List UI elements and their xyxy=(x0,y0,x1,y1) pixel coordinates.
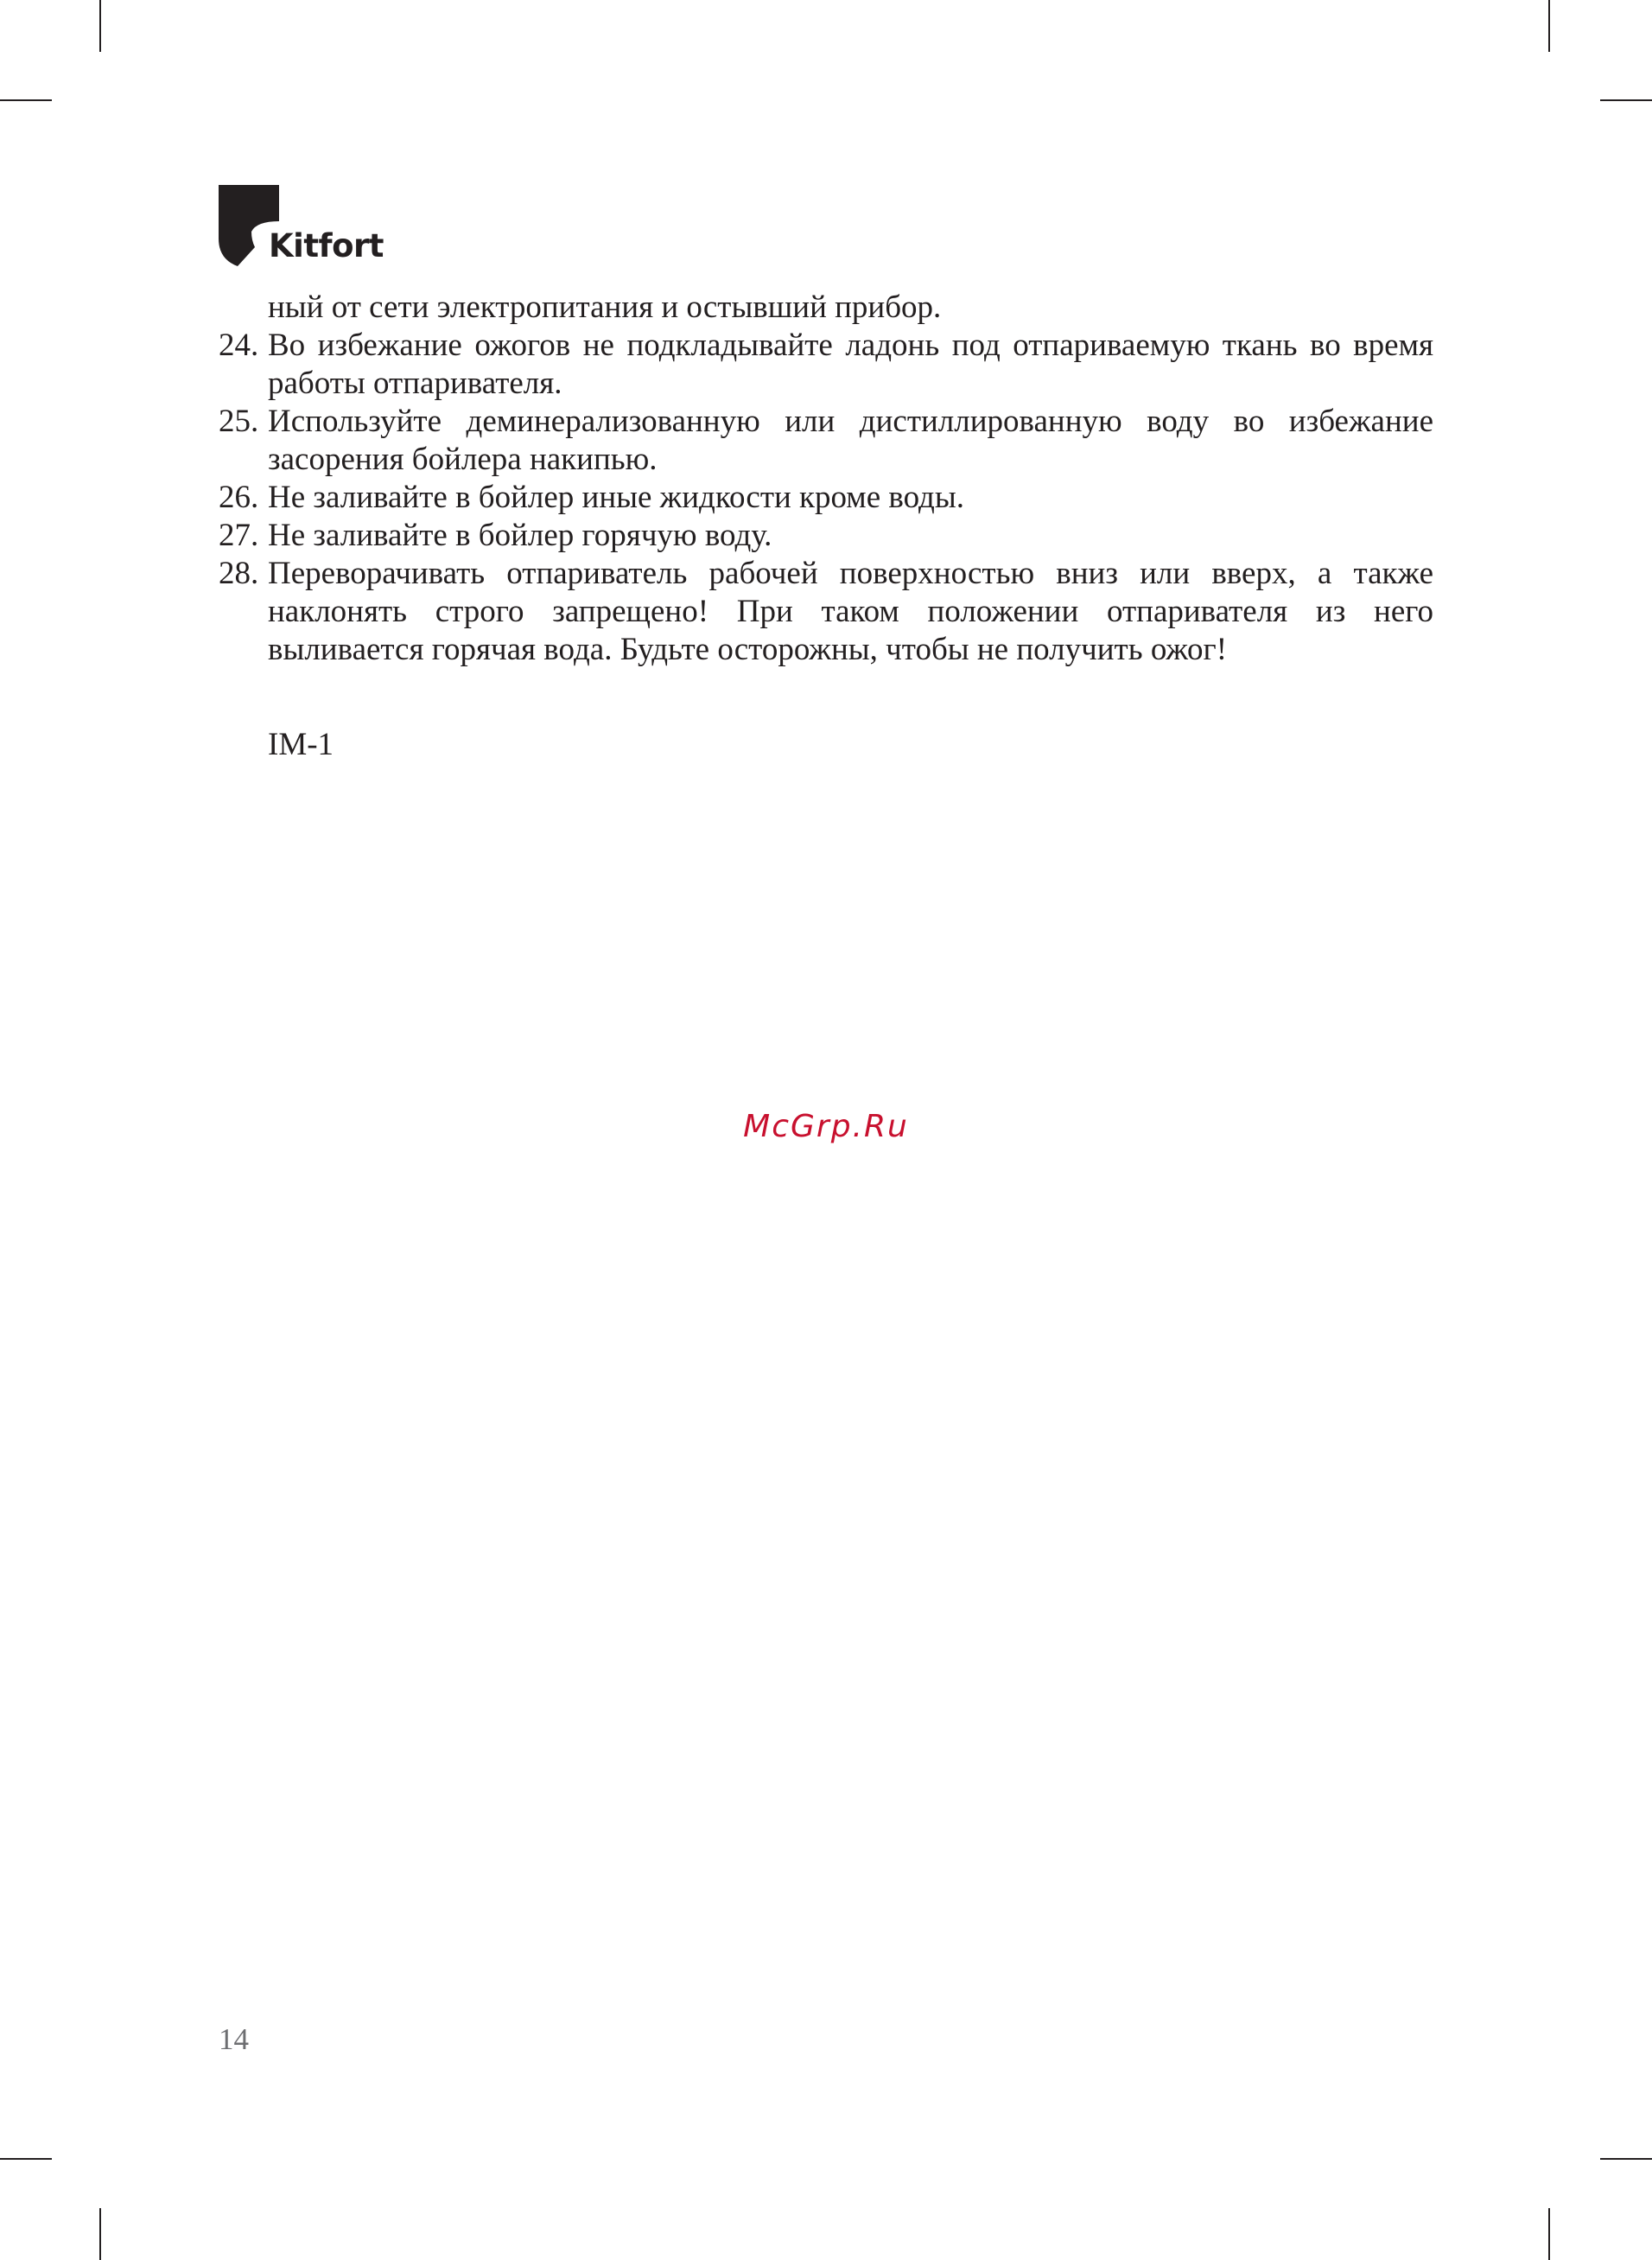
page-number: 14 xyxy=(219,2022,249,2056)
list-item-number: 25. xyxy=(219,404,259,439)
crop-mark-top-right-horizontal xyxy=(1600,99,1652,101)
crop-mark-top-right-vertical xyxy=(1548,0,1550,52)
list-item-text: Не заливайте в бойлер иные жидкости кроме воды. xyxy=(268,480,964,515)
crop-mark-top-left-vertical xyxy=(99,0,101,52)
crop-mark-bottom-right-horizontal xyxy=(1600,2158,1652,2160)
list-item-number: 26. xyxy=(219,480,259,515)
brand-logo-text: Kitfort xyxy=(269,227,384,264)
list-item-number: 24. xyxy=(219,328,259,363)
list-item xyxy=(219,479,1433,517)
crop-mark-bottom-right-vertical xyxy=(1548,2208,1550,2260)
list-item-text: Используйте деминерализованную или дистиллированную воду во избежание засорения бойлера накипью. xyxy=(268,404,1433,477)
list-item-text: Во избежание ожогов не подкладывайте ладонь под отпариваемую ткань во время работы отпаривателя. xyxy=(268,328,1433,401)
model-code: IM-1 xyxy=(268,727,334,762)
list-item-text: Не заливайте в бойлер горячую воду. xyxy=(268,518,772,553)
list-item xyxy=(219,517,1433,555)
list-item xyxy=(219,403,1433,479)
instructions-text xyxy=(219,289,1433,764)
list-item xyxy=(219,327,1433,403)
list-item xyxy=(219,555,1433,669)
crop-mark-bottom-left-horizontal xyxy=(0,2158,52,2160)
list-item-number: 28. xyxy=(219,556,259,591)
watermark: McGrp.Ru xyxy=(743,1109,909,1144)
list-item-number: 27. xyxy=(219,518,259,553)
continuation-line: ный от сети электропитания и остывший прибор. xyxy=(268,290,942,325)
crop-mark-top-left-horizontal xyxy=(0,99,52,101)
brand-logo xyxy=(219,185,391,271)
crop-mark-bottom-left-vertical xyxy=(99,2208,101,2260)
list-item-text: Переворачивать отпариватель рабочей поверхностью вниз или вверх, а также наклонять строго запрещено! При таком положении отпаривателя из него выливается горячая вода. Будьте осторожны, чтобы не получить ожог! xyxy=(268,556,1433,667)
